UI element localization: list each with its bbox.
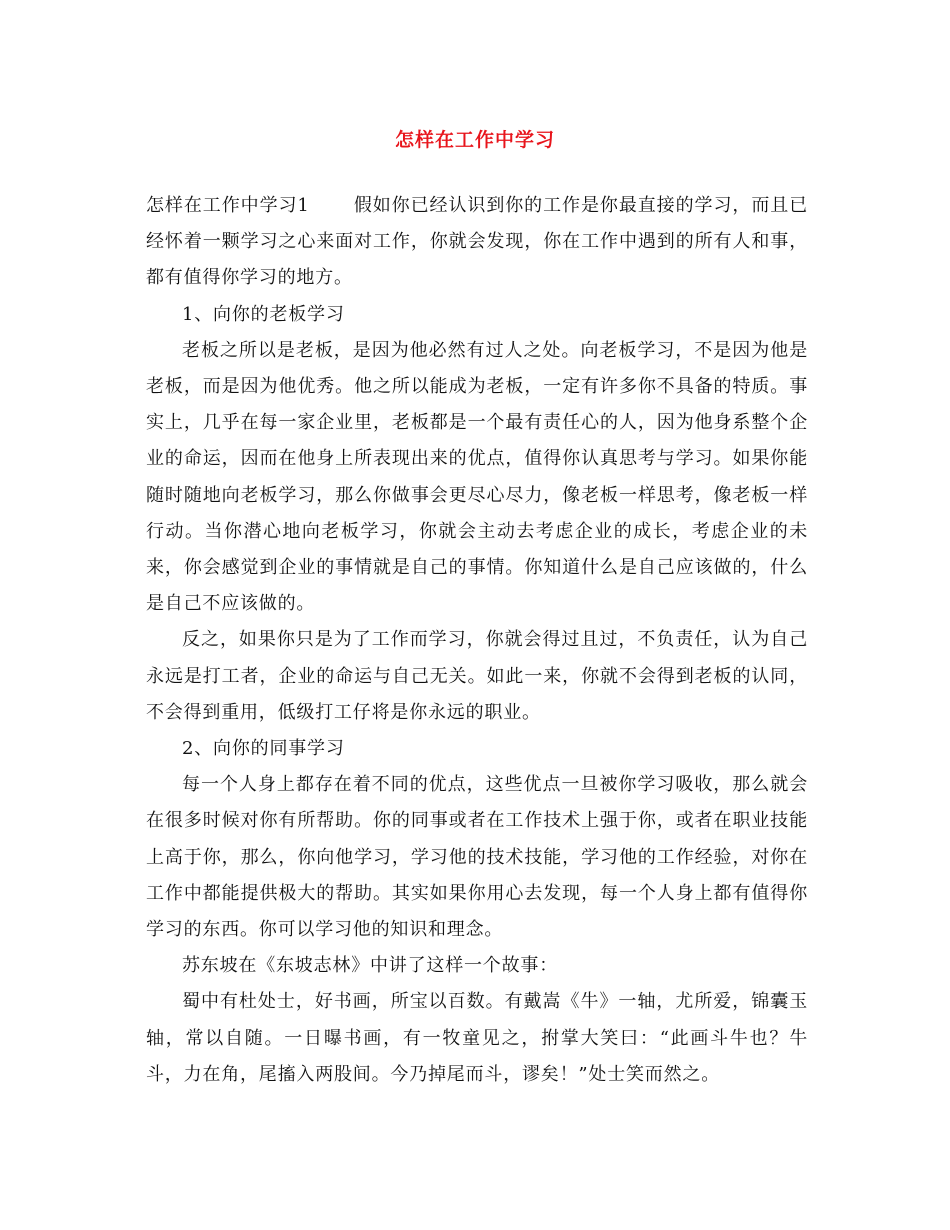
paragraph-story-intro: 苏东坡在《东坡志林》中讲了这样一个故事： [182,955,558,977]
intro-heading: 怎样在工作中学习1 [146,195,310,216]
intro-text: 假如你已经认识到你的工作是你最直接的学习，而且已经怀着一颗学习之心来面对工作，你就会发现，你在工作中遇到的所有人和事，都有值得你学习的地方。 [146,195,808,289]
paragraph-otherwise: 反之，如果你只是为了工作而学习，你就会得过且过，不负责任，认为自己永远是打工者，企业的命运与自己无关。如此一来，你就不会得到老板的认同，不会得到重用，低级打工仔将是你永远的职业。 [146,629,808,723]
document-body [146,188,808,1093]
document-title: 怎样在工作中学习 [394,129,555,151]
section-heading-boss: 1、向你的老板学习 [182,303,345,325]
section-heading-colleagues: 2、向你的同事学习 [182,738,345,760]
intro-paragraph [146,188,808,297]
paragraph-colleagues: 每一个人身上都存在着不同的优点，这些优点一旦被你学习吸收，那么就会在很多时候对你有所帮助。你的同事或者在工作技术上强于你，或者在职业技能上高于你，那么，你向他学习，学习他的技术技能，学习他的工作经验，对你在工作中都能提供极大的帮助。其实如果你用心去发现，每一个人身上都有值得你学习的东西。你可以学习他的知识和理念。 [146,774,808,941]
paragraph-story: 蜀中有杜处士，好书画，所宝以百数。有戴嵩《牛》一轴，尤所爱，锦囊玉轴，常以自随。一日曝书画，有一牧童见之，拊掌大笑曰：“此画斗牛也？牛斗，力在角，尾搐入两股间。今乃掉尾而斗，谬矣！”处士笑而然之。 [146,991,808,1085]
paragraph-boss-qualities: 老板之所以是老板，是因为他必然有过人之处。向老板学习，不是因为他是老板，而是因为他优秀。他之所以能成为老板，一定有许多你不具备的特质。事实上，几乎在每一家企业里，老板都是一个最有责任心的人，因为他身系整个企业的命运，因而在他身上所表现出来的优点，值得你认真思考与学习。如果你能随时随地向老板学习，那么你做事会更尽心尽力，像老板一样思考，像老板一样行动。当你潜心地向老板学习，你就会主动去考虑企业的成长，考虑企业的未来，你会感觉到企业的事情就是自己的事情。你知道什么是自己应该做的，什么是自己不应该做的。 [146,339,808,615]
